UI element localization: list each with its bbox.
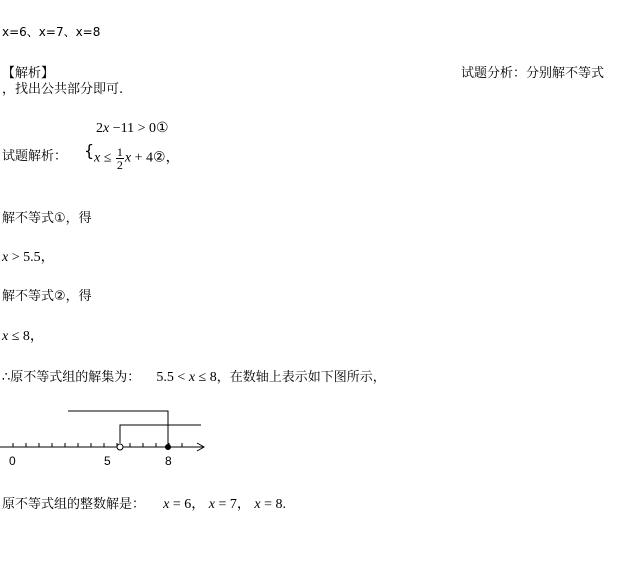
step-solve-2: 解不等式②，得 (2, 289, 92, 304)
analysis-summary: 试题分析：分别解不等式 (461, 66, 605, 81)
result-2: x ≤ 8， (2, 329, 44, 344)
tick-label-5: 5 (104, 454, 111, 468)
fraction-one-half: $\frac{1}{2}$ (116, 145, 123, 172)
tick-label-0: 0 (9, 454, 16, 468)
integer-solutions-line: 原不等式组的整数解是： x = 6， x = 7， x = 8. (2, 497, 287, 512)
open-endpoint (117, 444, 123, 450)
solution-label: 试题解析： (2, 149, 68, 164)
analysis-label: 【解析】 (2, 66, 55, 81)
axis-ticks (13, 443, 182, 447)
inequality-2: x ≤ $\frac{1}{2}$ x + 4②， (94, 145, 180, 172)
analysis-continuation: ，找出公共部分即可. (2, 82, 124, 97)
closed-endpoint (165, 444, 171, 450)
conclusion-line: ∴原不等式组的解集为： 5.5 < x ≤ 8，在数轴上表示如下图所示， (2, 370, 386, 385)
upper-bound-bracket (68, 411, 168, 447)
number-line-figure (0, 400, 215, 472)
answer-line: x=6、x=7、x=8 (2, 25, 101, 39)
step-solve-1: 解不等式①，得 (2, 211, 92, 226)
tick-label-8: 8 (165, 454, 172, 468)
result-1: x > 5.5， (2, 250, 55, 265)
system-brace: { (84, 141, 95, 160)
solution-range-bracket (120, 425, 201, 443)
inequality-1: 2x −11 > 0① (96, 121, 169, 136)
